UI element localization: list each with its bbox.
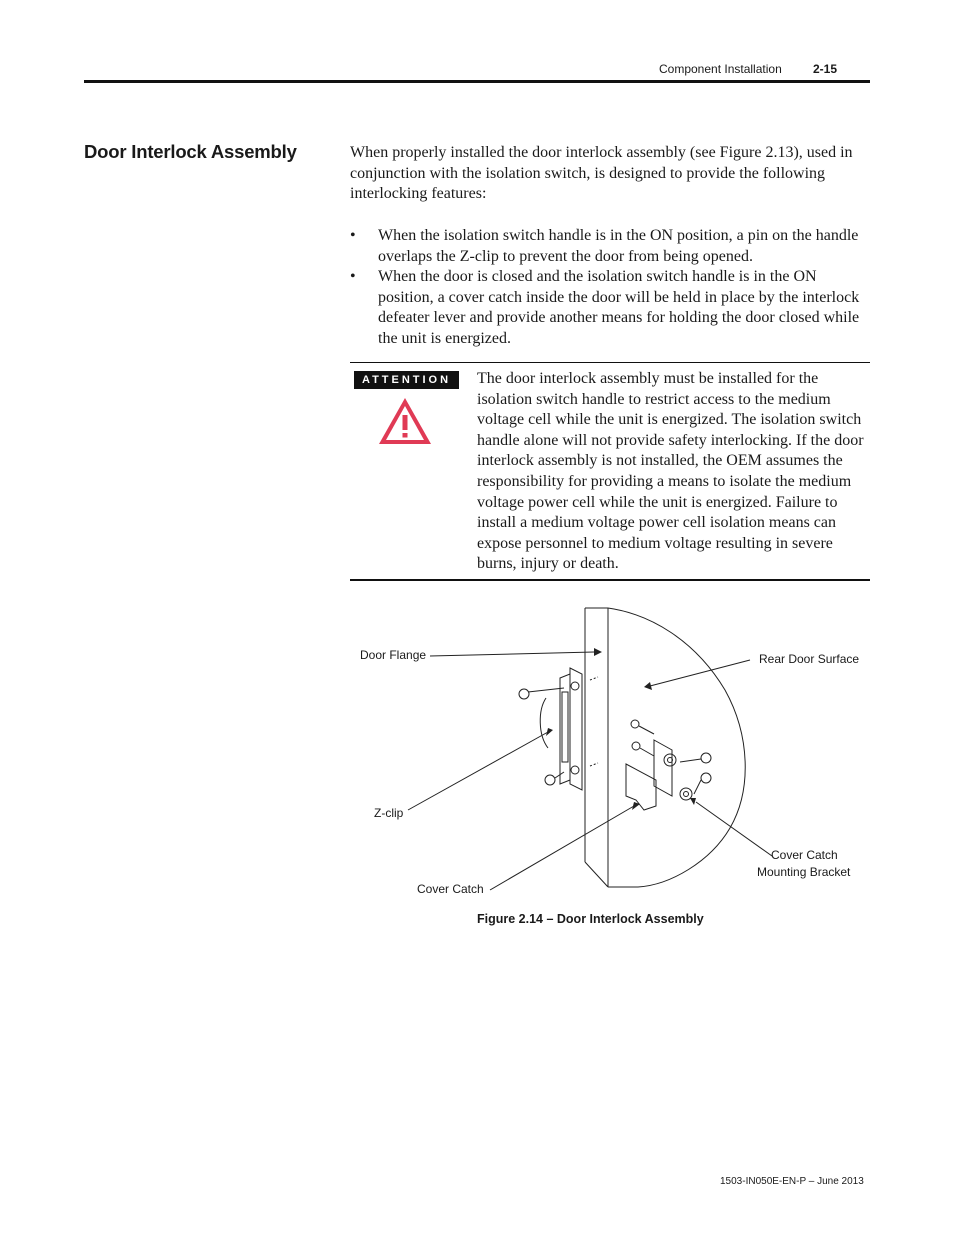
label-rear-door-surface: Rear Door Surface	[759, 652, 860, 666]
attention-text: The door interlock assembly must be installed for the isolation switch handle to restrict access to the medium voltage cell while the unit is energized. The isolation switch handle alone will not provide safety interlocking. If the door interlock assembly is not installed, the OEM assumes the responsibility for providing a means to isolate the medium voltage power cell while the unit is energized. Failure to install a medium voltage power cell isolation means can expose personnel to medium voltage resulting in severe burns, injury or death.	[477, 370, 864, 573]
page-header	[0, 0, 954, 90]
label-cover-catch: Cover Catch	[417, 882, 484, 896]
attention-bottom-rule	[350, 579, 870, 581]
label-cover-catch-bracket: Cover Catch	[771, 848, 838, 862]
attention-badge: ATTENTION	[354, 371, 459, 389]
bullet-marker: •	[350, 268, 356, 285]
bullet-item	[350, 267, 872, 350]
attention-top-rule	[350, 362, 870, 363]
label-door-flange: Door Flange	[360, 648, 427, 662]
running-title: Component Installation	[659, 62, 782, 76]
page-number: 2-15	[813, 62, 838, 76]
bullet-text: When the isolation switch handle is in the ON position, a pin on the handle overlaps the Z-clip to prevent the door from being opened.	[378, 227, 859, 265]
footer-doc-id: 1503-IN050E-EN-P – June 2013	[720, 1176, 864, 1187]
intro-paragraph: When properly installed the door interlock assembly (see Figure 2.13), used in conjunction with the isolation switch, is designed to provide the following interlocking features:	[350, 144, 853, 203]
label-cover-catch-bracket-line2: Mounting Bracket	[757, 865, 851, 879]
section-heading: Door Interlock Assembly	[84, 141, 297, 162]
door-interlock-figure	[350, 600, 880, 900]
warning-triangle-icon	[377, 396, 433, 446]
header-rule	[84, 80, 870, 83]
label-z-clip: Z-clip	[374, 806, 404, 820]
bullet-text: When the door is closed and the isolation switch handle is in the ON position, a cover catch inside the door will be held in place by the interlock defeater lever and provide another means for holding the door closed while the unit is energized.	[378, 268, 860, 348]
bullet-item	[350, 226, 872, 267]
bullet-marker: •	[350, 227, 356, 244]
figure-caption: Figure 2.14 – Door Interlock Assembly	[477, 912, 704, 926]
